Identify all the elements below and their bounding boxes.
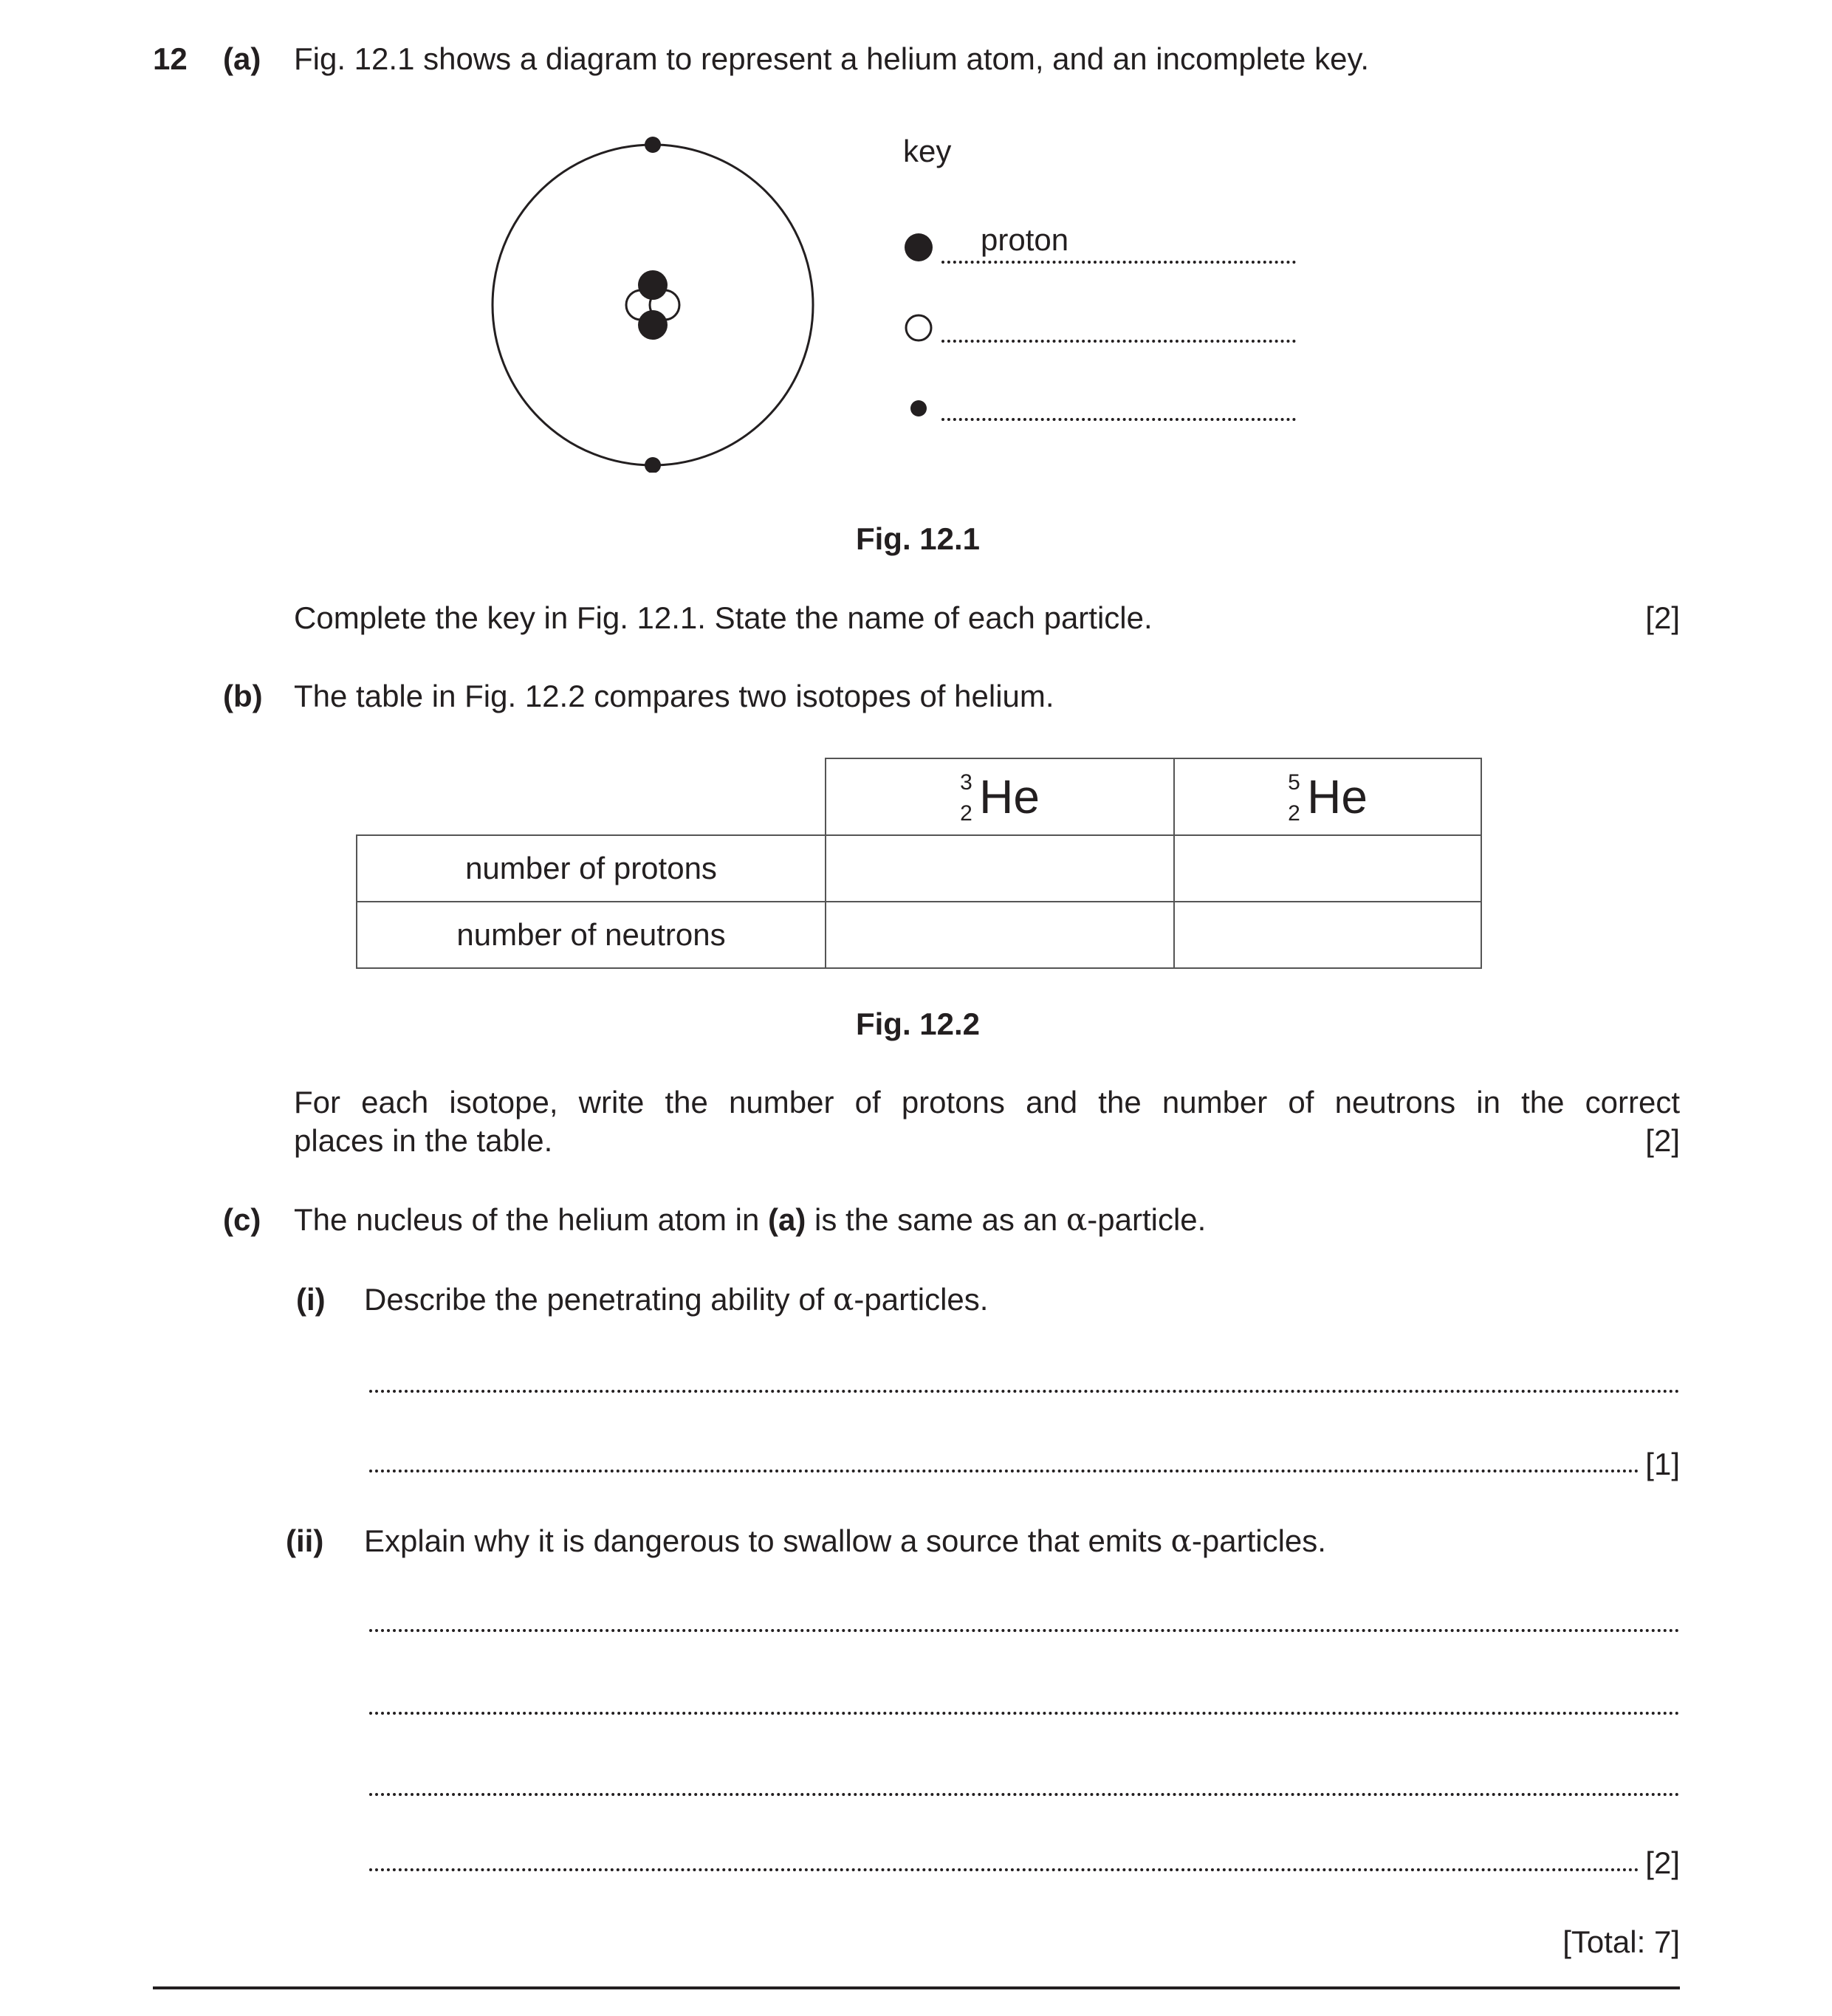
part-c-i-mark: [1] <box>1645 1447 1680 1481</box>
cell-protons-isotope-2[interactable] <box>1174 835 1481 902</box>
part-c-i-text-pre: Describe the penetrating ability of <box>364 1282 834 1317</box>
part-b-intro: The table in Fig. 12.2 compares two isotopes of helium. <box>294 679 1054 713</box>
part-a-label: (a) <box>223 41 261 76</box>
alpha-symbol: α <box>1066 1201 1088 1238</box>
isotope-2-mass-number: 5 <box>1288 770 1300 795</box>
part-c-intro <box>294 1201 1206 1238</box>
isotope-2-symbol: He <box>1307 770 1368 823</box>
part-c-intro-post: -particle. <box>1087 1202 1207 1237</box>
isotope-2-atomic-number: 2 <box>1288 801 1300 826</box>
answer-line-c-ii-1[interactable] <box>369 1629 1680 1632</box>
key-proton-symbol <box>902 231 935 264</box>
part-c-intro-ref: (a) <box>768 1202 806 1237</box>
isotope-table <box>356 758 1482 969</box>
part-c-label: (c) <box>223 1202 261 1237</box>
answer-line-c-ii-2[interactable] <box>369 1712 1680 1715</box>
part-c-i-text-post: -particles. <box>854 1282 989 1317</box>
part-c-ii-text <box>364 1523 1326 1560</box>
table-row <box>357 902 1481 968</box>
answer-line-c-ii-3[interactable] <box>369 1793 1680 1796</box>
row-label-protons: number of protons <box>357 835 826 902</box>
part-b-instruction-line-1: For each isotope, write the number of protons and the number of neutrons in the correct <box>294 1085 1680 1120</box>
part-c-ii-label: (ii) <box>286 1523 324 1558</box>
table-row <box>357 835 1481 902</box>
alpha-symbol: α <box>833 1281 854 1317</box>
isotope-1-symbol: He <box>979 770 1040 823</box>
key-electron-symbol <box>908 397 930 419</box>
part-b-label: (b) <box>223 679 263 713</box>
part-c-ii-text-post: -particles. <box>1191 1523 1326 1558</box>
table-corner <box>357 758 826 835</box>
row-label-neutrons: number of neutrons <box>357 902 826 968</box>
proton-top <box>638 270 668 300</box>
isotope-2-notation <box>1288 770 1368 826</box>
part-c-intro-mid: is the same as an <box>806 1202 1066 1237</box>
table-header-isotope-2 <box>1174 758 1481 835</box>
isotope-1-atomic-number: 2 <box>960 801 972 826</box>
part-a-instruction: Complete the key in Fig. 12.1. State the name of each particle. <box>294 600 1153 635</box>
answer-line-c-ii-4[interactable] <box>369 1868 1639 1871</box>
part-c-i-label: (i) <box>296 1282 326 1317</box>
part-c-intro-pre: The nucleus of the helium atom in <box>294 1202 769 1237</box>
bottom-rule <box>153 1986 1680 1989</box>
part-c-i-text <box>364 1281 988 1318</box>
key-item-1-label: proton <box>981 222 1069 257</box>
answer-line-c-i-1[interactable] <box>369 1390 1680 1393</box>
isotope-1-mass-number: 3 <box>960 770 972 795</box>
key-title: key <box>903 134 952 168</box>
cell-neutrons-isotope-2[interactable] <box>1174 902 1481 968</box>
key-item-1-line[interactable] <box>941 261 1296 264</box>
cell-protons-isotope-1[interactable] <box>826 835 1174 902</box>
helium-atom-diagram <box>473 133 827 473</box>
answer-line-c-i-2[interactable] <box>369 1470 1639 1472</box>
isotope-1-notation <box>960 770 1040 826</box>
electron-bottom <box>645 457 661 473</box>
alpha-symbol: α <box>1170 1523 1192 1559</box>
cell-neutrons-isotope-1[interactable] <box>826 902 1174 968</box>
total-marks: [Total: 7] <box>1562 1924 1680 1959</box>
part-b-instruction-line-2: places in the table. <box>294 1123 553 1158</box>
part-a-mark: [2] <box>1645 600 1680 635</box>
fig-12-2-caption: Fig. 12.2 <box>855 1007 981 1041</box>
fig-12-1-caption: Fig. 12.1 <box>855 521 981 556</box>
question-number: 12 <box>153 41 188 76</box>
part-c-ii-mark: [2] <box>1645 1845 1680 1880</box>
part-a-intro: Fig. 12.1 shows a diagram to represent a helium atom, and an incomplete key. <box>294 41 1369 76</box>
key-item-3-line[interactable] <box>941 418 1296 421</box>
key-neutron-symbol <box>902 312 935 344</box>
proton-bottom <box>638 310 668 340</box>
part-c-ii-text-pre: Explain why it is dangerous to swallow a source that emits <box>364 1523 1171 1558</box>
table-header-isotope-1 <box>826 758 1174 835</box>
electron-top <box>645 137 661 153</box>
part-b-mark: [2] <box>1645 1123 1680 1158</box>
key-item-2-line[interactable] <box>941 340 1296 343</box>
